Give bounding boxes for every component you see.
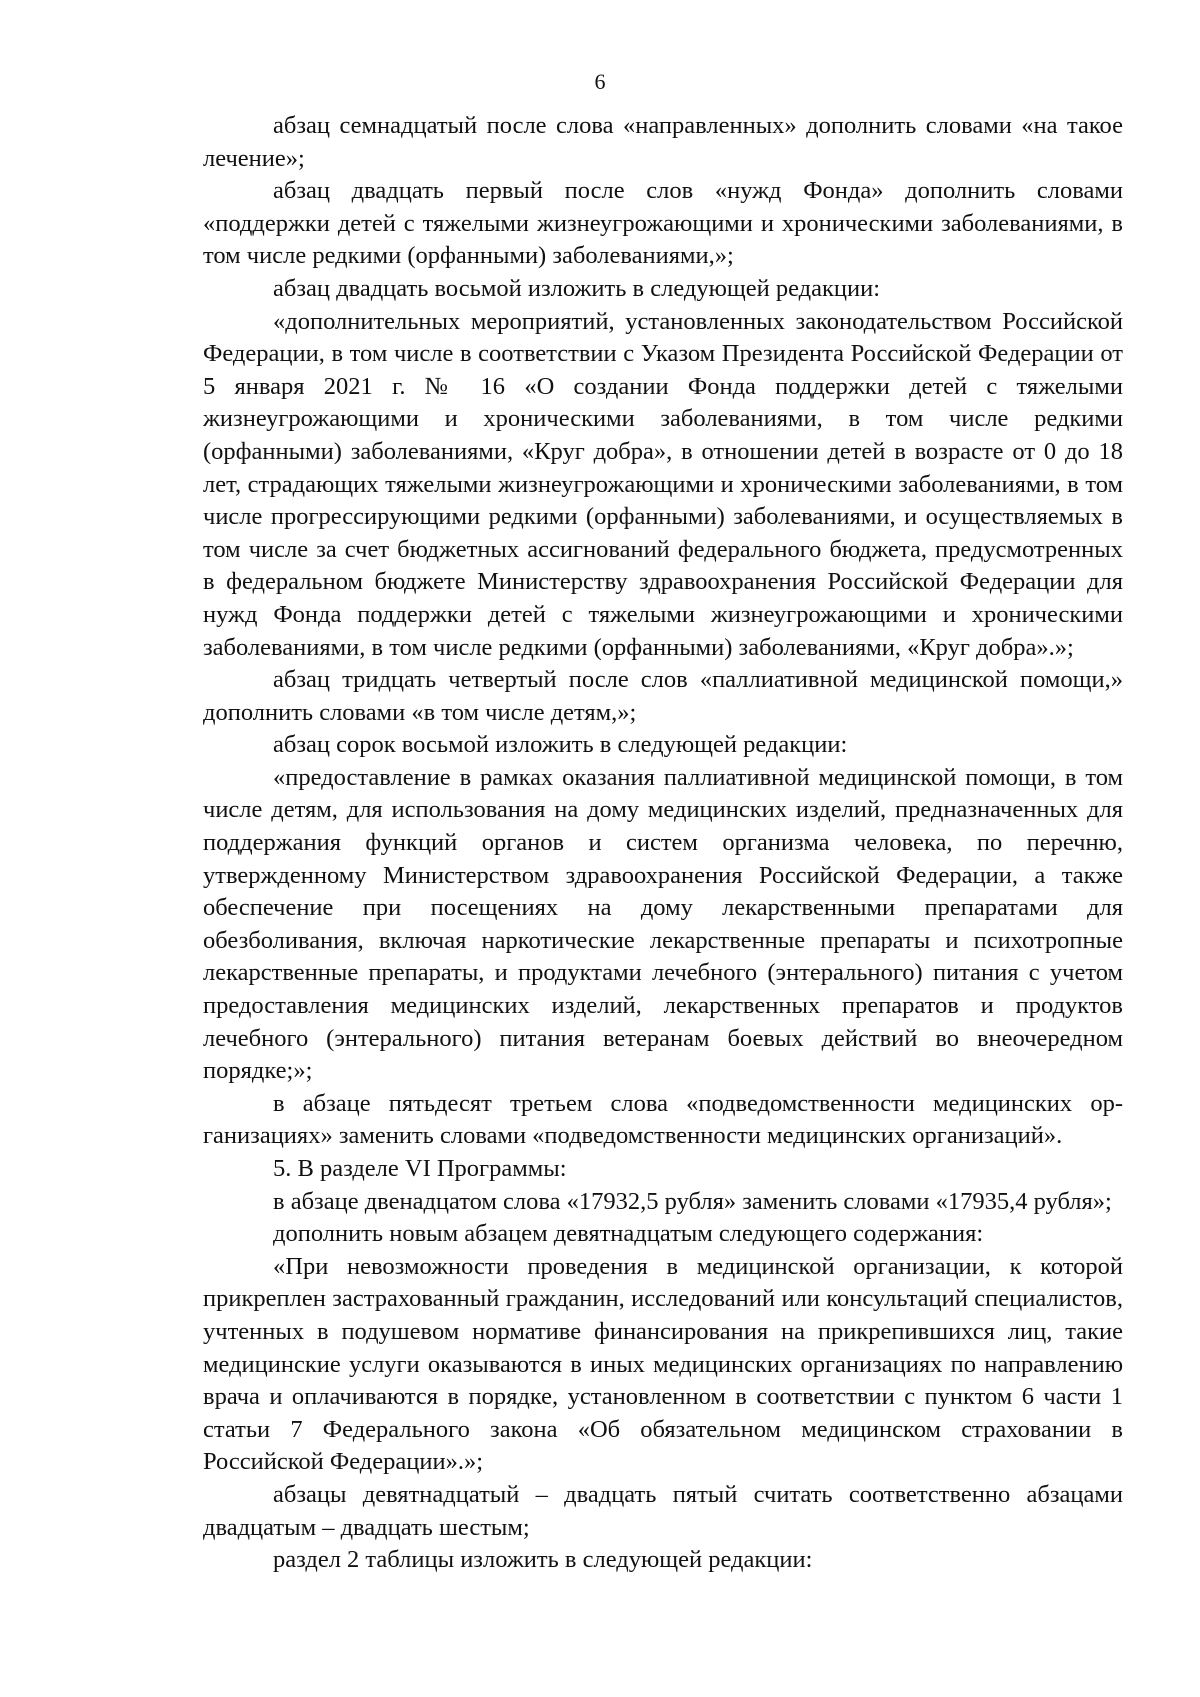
paragraph: абзац двадцать первый после слов «нужд Фонда» дополнить словами «поддержки детей с тяжелыми жизнеугрожающими и хроническими заболеваниями, в том числе редкими (орфанными) заболеваниями,»; <box>203 177 1123 270</box>
paragraph: абзац семнадцатый после слова «направленных» дополнить словами «на такое лечение»; <box>203 112 1123 172</box>
paragraph: дополнить новым абзацем девятнадцатым следующего содержания: <box>273 1220 984 1248</box>
paragraph: абзацы девятнадцатый – двадцать пятый считать соответственно абзацами двадцатым – двадцать шестым; <box>203 1480 1123 1541</box>
paragraph: в абзаце двенадцатом слова «17932,5 рубля» заменить словами «17935,4 рубля»; <box>273 1187 1112 1215</box>
page-number: 6 <box>594 69 606 94</box>
quoted-paragraph: «предоставление в рамках оказания паллиативной медицинской помощи, в том числе детям, для использования на дому медицинских изделий, предназначенных для поддержания функций органов и систем организма человека, по перечню, утвержденному Министерством здравоохранения Российской Федерации, а также обеспечение при посещениях на дому лекарственными препаратами для обезболивания, включая наркотические лекарственные препараты и психотропные лекарственные препараты, и продуктами лечебного (энтерального) питания с учетом предоставления медицинских изделий, лекарственных препаратов и продуктов лечебного (энтерального) питания ветеранам боевых действий во внеочередном порядке;»; <box>203 763 1123 1085</box>
section-heading: 5. В разделе VI Программы: <box>273 1155 567 1182</box>
paragraph: абзац тридцать четвертый после слов «паллиативной медицинской помощи,» дополнить словами «в том числе детям,»; <box>203 666 1123 726</box>
quoted-paragraph: «дополнительных мероприятий, установленных законодательством Российской Федерации, в том числе в соответствии с Указом Президента Российской Федерации от 5 января 2021 г. № 16 «О создании Фонда поддержки детей с тяжелыми жизнеугрожающими и хроническими заболеваниями, в том числе редкими (орфанными) заболеваниями, «Круг добра», в отношении детей в возрасте от 0 до 18 лет, страдающих тяжелыми жизнеугрожающими и хроническими заболеваниями, в том числе прогрессирующими редкими (орфанными) заболеваниями, и осуществляемых в том числе за счет бюджетных ассигнований федерального бюджета, предусмотренных в федеральном бюджете Министерству здравоохранения Российской Федерации для нужд Фонда поддержки детей с тяжелыми жизнеугрожающими и хроническими заболеваниями, в том числе редкими (орфанными) заболеваниями, «Круг добра».»; <box>203 307 1123 661</box>
paragraph: абзац двадцать восьмой изложить в следующей редакции: <box>273 274 881 302</box>
quoted-paragraph: «При невозможности проведения в медицинской организации, к которой прикреплен застрахованный гражданин, исследований или консультаций специалистов, учтенных в подушевом нормативе финансирования на прикрепившихся лиц, такие медицинские услуги оказываются в иных медицинских организациях по направлению врача и оплачиваются в порядке, установленном в соответствии с пунктом 6 части 1 статьи 7 Федерального закона «Об обязательном медицинском страховании в Российской Федерации».»; <box>203 1252 1123 1476</box>
document-body <box>203 110 1123 1577</box>
paragraph: абзац сорок восьмой изложить в следующей редакции: <box>273 731 848 759</box>
paragraph: в абзаце пятьдесят третьем слова «подведомственности медицинских организациях» заменить словами «подведомственности медицинских организаций». <box>203 1089 1123 1150</box>
paragraph: раздел 2 таблицы изложить в следующей редакции: <box>273 1546 813 1574</box>
